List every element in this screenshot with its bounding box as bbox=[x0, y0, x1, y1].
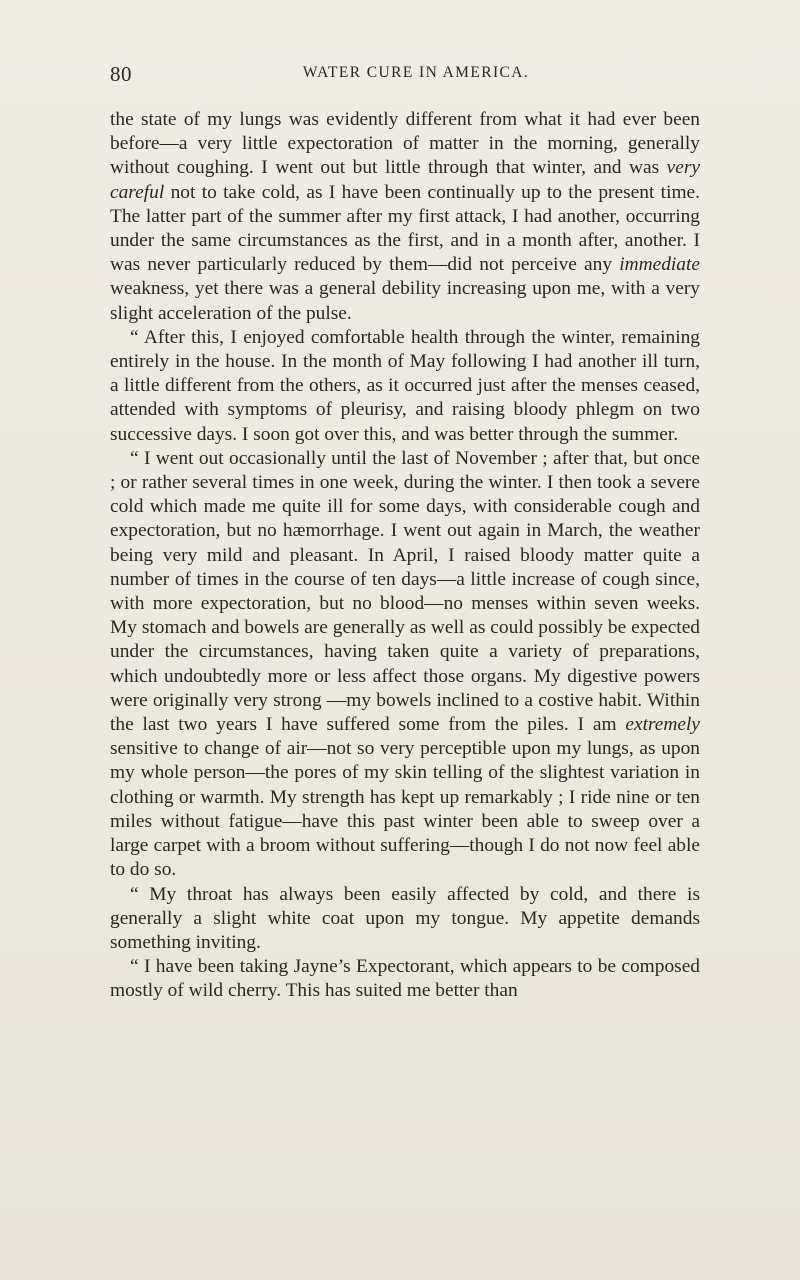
text-run: “ I went out occasionally until the last of November ; after that, but once ; or rather several times in one week, during the winter. I then took a severe cold which made me quite ill for some days, with considerable cough and expectoration, but no hæmorrhage. I went out again in March, the weather being very mild and pleasant. In April, I raised bloody matter quite a number of times in the course of ten days—a little increase of cough since, with more expectoration, but no blood—no menses within seven weeks. My stomach and bowels are generally as well as could possibly be expected under the circumstances, having taken quite a variety of preparations, which undoubtedly more or less affect those organs. My digestive powers were originally very strong —my bowels inclined to a costive habit. Within the last two years I have suffered some from the piles. I am bbox=[110, 447, 700, 736]
body-text bbox=[110, 108, 700, 1004]
running-head bbox=[110, 62, 700, 86]
paragraph bbox=[110, 883, 700, 956]
running-title: WATER CURE IN AMERICA. bbox=[302, 64, 530, 81]
italic-text-run: immediate bbox=[619, 254, 700, 276]
page-number: 80 bbox=[110, 62, 132, 86]
paragraph bbox=[110, 326, 700, 447]
italic-text-run: extremely bbox=[625, 714, 700, 736]
text-run: “ My throat has always been easily affected by cold, and there is generally a slight white coat upon my tongue. My appetite demands something inviting. bbox=[110, 883, 700, 953]
italic-text-run: very careful bbox=[110, 157, 700, 203]
paragraph bbox=[110, 955, 700, 1003]
text-run: not to take cold, as I have been continually up to the present time. The latter part of the summer after my first attack, I had another, occurring under the same circumstances as the first, and in a month after, another. I was never particularly reduced by them—did not perceive any bbox=[110, 181, 700, 276]
text-run: “ After this, I enjoyed comfortable health through the winter, remaining entirely in the house. In the month of May following I had another ill turn, a little different from the others, as it occurred just after the menses ceased, attended with symptoms of pleurisy, and raising bloody phlegm on two successive days. I soon got over this, and was better through the summer. bbox=[110, 326, 700, 445]
text-run: “ I have been taking Jayne’s Expectorant, which appears to be composed mostly of wild cherry. This has suited me better than bbox=[110, 956, 700, 1002]
paragraph bbox=[110, 447, 700, 883]
text-run: sensitive to change of air—not so very perceptible upon my lungs, as upon my whole person—the pores of my skin telling of the slightest variation in clothing or warmth. My strength has kept up remarkably ; I ride nine or ten miles without fatigue—have this past winter been able to sweep over a large carpet with a broom without suffering—though I do not now feel able to do so. bbox=[110, 738, 700, 881]
text-run: weakness, yet there was a general debility increasing upon me, with a very slight acceleration of the pulse. bbox=[110, 278, 700, 324]
text-run: the state of my lungs was evidently different from what it had ever been before—a very little expectoration of matter in the morning, generally without coughing. I went out but little through that winter, and was bbox=[110, 109, 700, 179]
paragraph bbox=[110, 108, 700, 326]
